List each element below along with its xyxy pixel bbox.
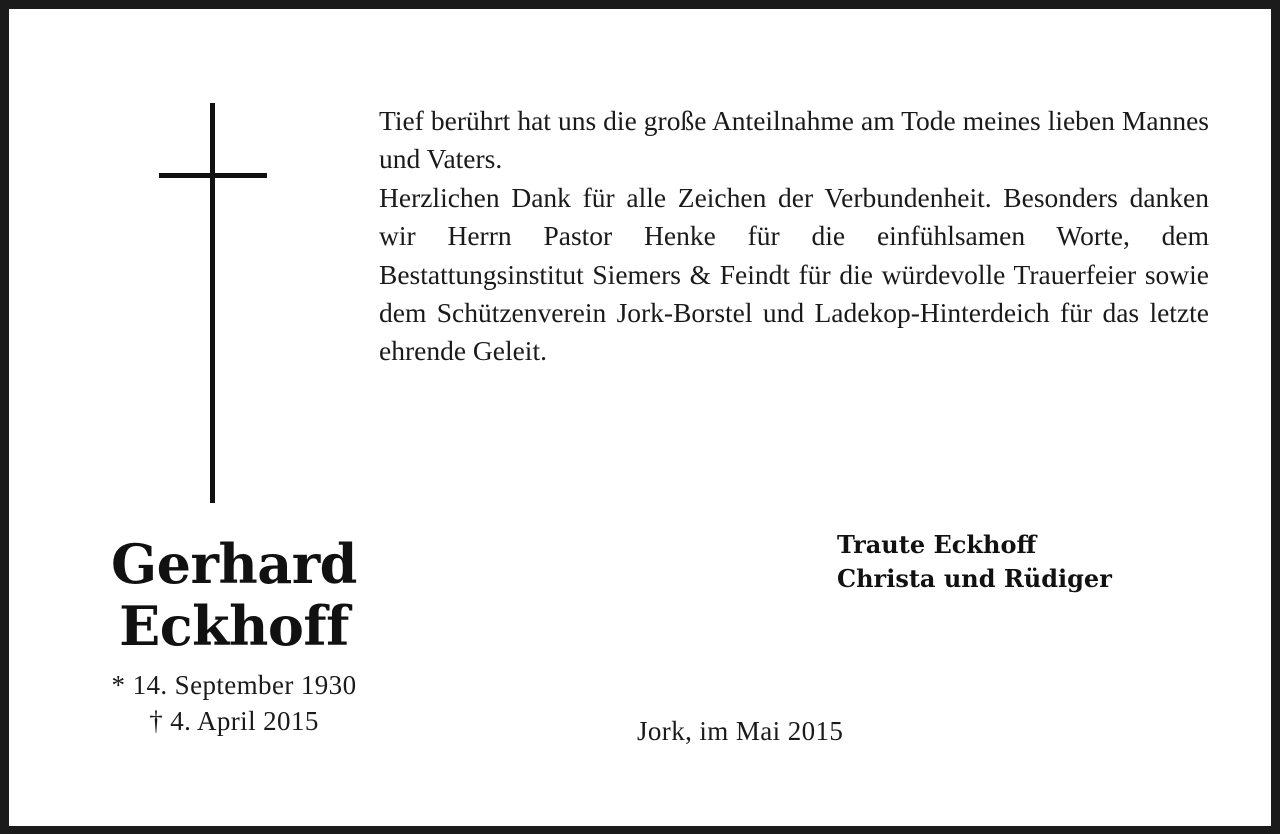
cross-horizontal-bar bbox=[159, 173, 267, 178]
cross-icon bbox=[159, 103, 267, 503]
gratitude-message bbox=[379, 102, 1209, 371]
deceased-name bbox=[69, 533, 399, 657]
message-paragraph-thanks: Herzlichen Dank für alle Zeichen der Verbundenheit. Besonders danken wir Herrn Pastor Henke für die einfühlsamen Worte, dem Bestattungsinstitut Siemers & Feindt für die würdevolle Trauerfeier sowie dem Schützenverein Jork-Borstel und Ladekop-Hinterdeich für das letzte ehrende Geleit. bbox=[379, 181, 1209, 367]
cross-vertical-bar bbox=[210, 103, 215, 503]
signers-block bbox=[837, 528, 1112, 596]
signer-name: Traute Eckhoff bbox=[837, 530, 1037, 559]
birth-date: * 14. September 1930 bbox=[111, 670, 357, 700]
life-dates bbox=[69, 667, 399, 739]
message-paragraph-intro: Tief berührt hat uns die große Anteilnahme am Tode meines lieben Mannes und Vaters. bbox=[379, 105, 1209, 175]
place-and-date: Jork, im Mai 2015 bbox=[637, 716, 844, 746]
deceased-first-name: Gerhard bbox=[111, 532, 357, 596]
signer-name: Christa und Rüdiger bbox=[837, 564, 1112, 593]
death-date: † 4. April 2015 bbox=[149, 706, 319, 736]
deceased-last-name: Eckhoff bbox=[119, 594, 349, 658]
